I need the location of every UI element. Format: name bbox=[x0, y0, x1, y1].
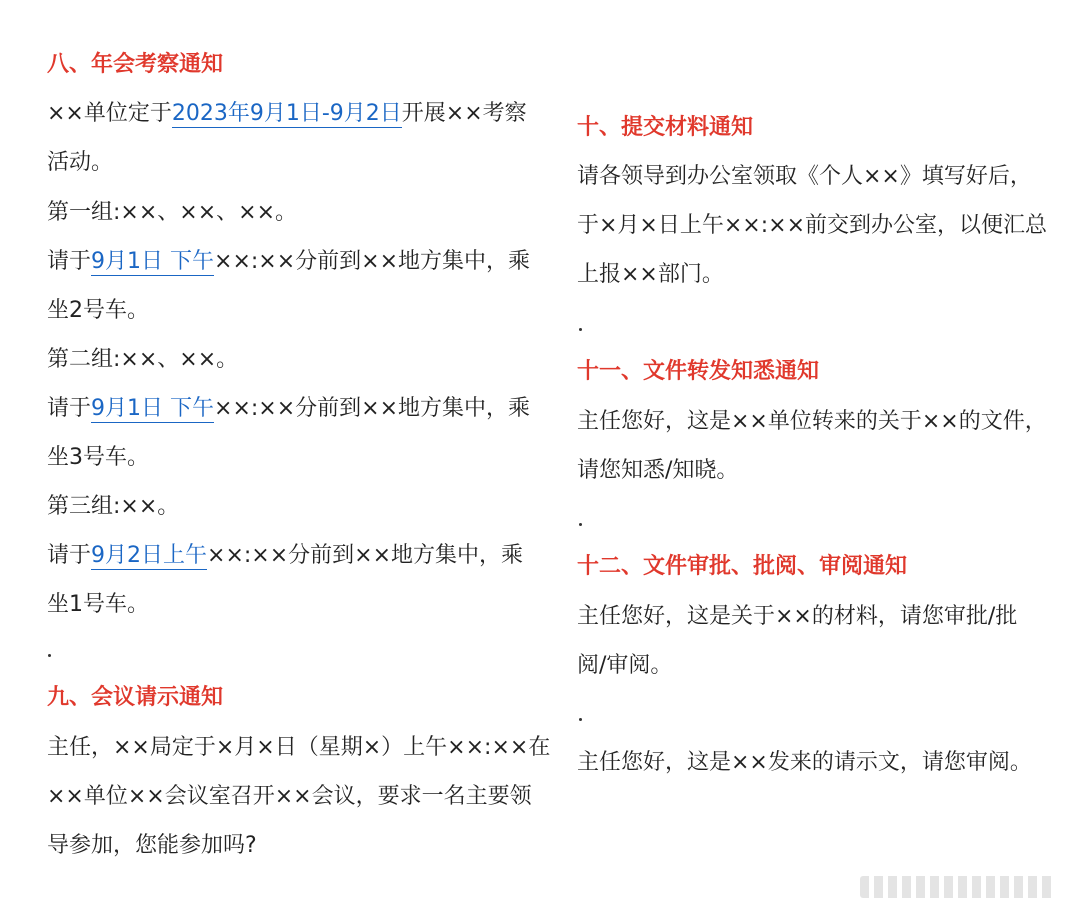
date-link[interactable]: 2023年9月1日-9月2日 bbox=[171, 101, 402, 126]
group-2-members: 第二组:××、××。 bbox=[47, 347, 239, 372]
section-12-line-2: 阅/审阅。 bbox=[577, 653, 673, 678]
watermark-bar bbox=[860, 876, 1055, 898]
section-11-line-1: 主任您好，这是××单位转来的关于××的文件， bbox=[577, 409, 1047, 434]
separator-dot bbox=[579, 328, 582, 331]
group-3-instruction bbox=[47, 541, 523, 571]
time-link[interactable]: 9月1日 下午 bbox=[91, 249, 215, 274]
section-8-line-1 bbox=[47, 99, 527, 129]
text-segment: ××:××分前到××地方集中，乘 bbox=[214, 249, 531, 274]
section-10-line-1: 请各领导到办公室领取《个人××》填写好后， bbox=[577, 164, 1032, 189]
group-1-instruction bbox=[47, 247, 530, 277]
time-link[interactable]: 9月1日 下午 bbox=[91, 396, 215, 421]
text-segment: 请于 bbox=[47, 543, 92, 568]
section-8-line-2: 活动。 bbox=[47, 150, 114, 175]
section-12-heading: 十二、文件审批、批阅、审阅通知 bbox=[577, 554, 908, 579]
section-9-heading: 九、会议请示通知 bbox=[47, 685, 224, 710]
section-11-heading: 十一、文件转发知悉通知 bbox=[577, 359, 820, 384]
section-9-line-1: 主任，××局定于×月×日（星期×）上午××:××在 bbox=[47, 735, 551, 760]
separator-dot bbox=[579, 718, 582, 721]
text-segment: ××:××分前到××地方集中，乘 bbox=[207, 543, 524, 568]
text-segment: ××单位定于 bbox=[47, 101, 172, 126]
section-12-line-3: 主任您好，这是××发来的请示文，请您审阅。 bbox=[577, 750, 1032, 775]
separator-dot bbox=[579, 523, 582, 526]
time-link[interactable]: 9月2日上午 bbox=[91, 543, 208, 568]
group-3-car: 坐1号车。 bbox=[47, 592, 149, 617]
text-segment: 开展××考察 bbox=[401, 101, 527, 126]
text-segment: 请于 bbox=[47, 249, 92, 274]
separator-dot bbox=[48, 654, 51, 657]
group-2-car: 坐3号车。 bbox=[47, 445, 149, 470]
group-1-members: 第一组:××、××、××。 bbox=[47, 200, 298, 225]
section-9-line-3: 导参加，您能参加吗? bbox=[47, 833, 257, 858]
group-3-members: 第三组:××。 bbox=[47, 494, 180, 519]
section-11-line-2: 请您知悉/知晓。 bbox=[577, 458, 739, 483]
section-8-heading: 八、年会考察通知 bbox=[47, 52, 224, 77]
group-2-instruction bbox=[47, 394, 530, 424]
section-12-line-1: 主任您好，这是关于××的材料，请您审批/批 bbox=[577, 604, 1018, 629]
section-10-heading: 十、提交材料通知 bbox=[577, 115, 754, 140]
section-9-line-2: ××单位××会议室召开××会议，要求一名主要领 bbox=[47, 784, 532, 809]
section-10-line-2: 于×月×日上午××:××前交到办公室，以便汇总 bbox=[577, 213, 1048, 238]
section-10-line-3: 上报××部门。 bbox=[577, 262, 724, 287]
text-segment: ××:××分前到××地方集中，乘 bbox=[214, 396, 531, 421]
group-1-car: 坐2号车。 bbox=[47, 298, 149, 323]
text-segment: 请于 bbox=[47, 396, 92, 421]
